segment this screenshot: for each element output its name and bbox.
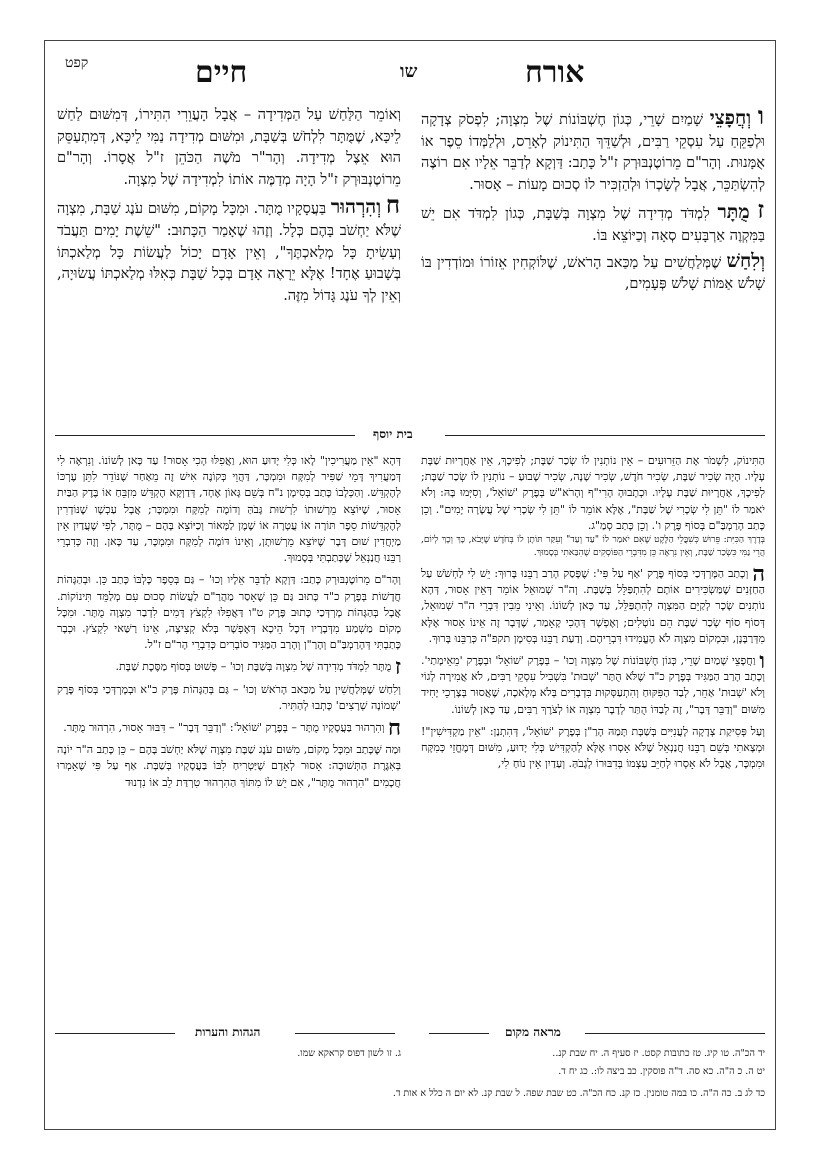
- commentary-paragraph: [57, 572, 401, 653]
- commentary-text: הַתִּינוֹק, לִשְׁמֹר אֶת הַזֵּרוּעִים – אֵין נוֹתְנִין לוֹ שְׂכַר שַׁבָּת; לְפִיכָךְ, אֵין אַחֲרָיוּת שַׁבָּת עָלָיו. הָיָה שְׂכִיר שַׁבָּת, שְׂכִיר חֹדֶשׁ, שְׂכִיר שָׁנָה, שְׂכִיר שָׁבוּעַ – נוֹתְנִין לוֹ שְׂכַר שַׁבָּת; לְפִיכָךְ, אַחֲרָיוּת שַׁבָּת עָלָיו. וּכְתָבוּהָ הָרִי"ף וְהָרֹא"שׁ בְּפֶרֶק 'שׁוֹאֵל', וְסִיְּמוּ בָּהּ: וְלֹא יֹאמַר לוֹ "תֵּן לִי שְׂכָרִי שֶׁל שַׁבָּת", אֶלָּא אוֹמֵר לוֹ "תֵּן לִי שְׂכָרִי שֶׁל עֲשָׂרָה יָמִים". וְכֵן כָּתַב הָרַמְבַּ"ם בְּסוֹף פֶּרֶק ו'. וְכֵן כָּתַב סְמַ"ג.: [421, 454, 765, 532]
- divider-line: [55, 1033, 175, 1034]
- commentary-text: וַחֲפָצֵי שָׁמַיִם שָׁרֵי, כְּגוֹן חֶשְׁבּוֹנוֹת שֶׁל מִצְוָה וְכוּ' – בְּפֶרֶק 'שׁוֹאֵל' וּבְפֶרֶק 'מֵאֵימָתַי'. וְכָתַב הָרַב הַמַּגִּיד בְּפֶרֶק כ"ד שֶׁלֹּא הֻתַּר 'שְׁבוּת' בִּשְׁבִיל עִסְקֵי רַבִּים, לֹא אֲמִירָה לְגוֹי וְלֹא 'שְׁבוּת' אַחֵר, לְבַד הַפִּקּוּחַ וְהִתְעַסְּקוּת בִּדְבָרִים בְּלֹא מְלָאכָה, שֶׁאֲסוּר בְּצָרְכֵי יָחִיד מִשּׁוּם "וְדַבֵּר דָּבָר", זֶה לְבַדּוֹ הֻתַּר לְדָבָר מִצְוָה אוֹ לְצֹרֶךְ רַבִּים, עַד כָּאן לְשׁוֹנוֹ.: [421, 654, 765, 716]
- divider-line: [295, 1033, 395, 1034]
- lead-word: וְלִחַשׁ: [726, 249, 765, 272]
- glosses-title: הגהות והערות: [195, 1025, 261, 1039]
- commentary-paragraph: [57, 715, 401, 742]
- sources-title: מראה מקום: [505, 1025, 561, 1039]
- commentary-paragraph: [57, 654, 401, 681]
- commentary-text: וְהָר"ם מֵרוֹטֶנְבּוּרְק כָּתַב: דַּוְקָא לְדַבֵּר אֵלָיו וְכוּ' – גַּם בְּסֵפֶר כָּלְבּוֹ כָּתַב כֵּן. וּבְהַגָּהוֹת חֲדָשׁוֹת בְּפֶרֶק כ"ד כָּתוּב גַּם כֵּן שֶׁאָסַר מַהֲרַ"ם לַעֲשׂוֹת סְכוּם עִם מְלַמֵּד תִּינוֹקוֹת. אֲבָל בְּהַגָּהוֹת מָרְדְּכַי כָּתוּב פֶּרֶק ט"ו דַּאֲפִלּוּ לִקְצֹץ דָּמִים לִדְבַר מִצְוָה מֻתָּר. וּמִכָּל מָקוֹם מַשְׁמַע מִדְּבָרָיו דְּכָל הֵיכָא דְּאֶפְשָׁר בְּלֹא קְצִיצָה, אֵינוֹ רַשַּׁאי לִקְצֹץ. וּכְבָר כָּתַבְתִּי דְּהָרַמְבַּ"ם וְהָרַ"ן וְהָרַב הַמַּגִּיד סוֹבְרִים כְּדִבְרֵי הָר"ם ז"ל.: [57, 573, 401, 652]
- main-paragraph: [421, 251, 765, 296]
- sources-line: יט ה. כ ה"ה. כא סה. ד"ה פוסקין. כב ביצה לו:. כג יח ד.: [558, 1066, 765, 1077]
- main-paragraph: [57, 105, 401, 191]
- page-number: קפט: [65, 55, 89, 71]
- commentary-text: דְּהָא "אֵין מַעֲרִיכִין" לָאו כְּלִי יָדוּעַ הוּא, וַאֲפִלּוּ הָכִי אָסוּר! עַד כָּאן לְשׁוֹנוֹ. וְנִרְאֶה לִי דְּמַעֲרִיךְ דָּמֵי שַׁפִּיר לְמִקָּח וּמִמְכָּר, דַּהֲוֵי כְּקוֹנֶה אִישׁ זֶה מֵאַחַר שֶׁנּוֹדֵר לִתֵּן עֶרְכּוֹ לְהֶקְדֵּשׁ. וְהַכְּלָבוֹ כָּתַב בְּסִימָן נ"ח בְּשֵׁם גָּאוֹן אֶחָד, דְּדַוְקָא הֶקְדֵּשׁ מִזְבֵּחַ אוֹ בֶּדֶק הַבַּיִת אָסוּר, שֶׁיּוֹצֵא מֵרְשׁוּתוֹ לִרְשׁוּת גָּבֹהַּ וְדוֹמֶה לְמִקָּח וּמִמְכָּר; אֲבָל עַכְשָׁו שֶׁנּוֹדְרִין לְהֶקְדֵּשׁוֹת סֵפֶר תּוֹרָה אוֹ עֲטָרָה אוֹ שֶׁמֶן לַמָּאוֹר וְכַיּוֹצֵא בָּהֶם – מֻתָּר, לְפִי שֶׁעֲדַיִן אֵין מַיְחֲדִין שׁוּם דָּבָר שֶׁיּוֹצֵא מֵרְשׁוּתָן, וְאֵינוֹ דּוֹמֶה לְמִקָּח וּמִמְכָּר, עַד כָּאן. וְזֶה כְּדִבְרֵי רַבֵּנוּ חֲנַנְאֵל שֶׁכָּתַבְתִּי בְּסָמוּךְ.: [57, 454, 401, 565]
- main-paragraph: [421, 101, 766, 196]
- header-center-label: שו: [400, 61, 418, 82]
- commentary-paragraph: [421, 724, 765, 773]
- notes-divider: [55, 1025, 765, 1041]
- divider-line: [445, 435, 765, 436]
- main-right-column: [421, 101, 766, 299]
- commentary-letter: ח: [387, 715, 401, 742]
- seif-marker: ז: [757, 195, 766, 225]
- commentary-letter: ז: [394, 654, 401, 681]
- commentary-paragraph: [421, 648, 766, 718]
- lead-word: וְהִרְהוּר: [330, 196, 382, 219]
- paragraph-text: שָׁמַיִם שָׁרֵי, כְּגוֹן חֶשְׁבּוֹנוֹת שֶׁל מִצְוָה; לִפְסֹק צְדָקָה וּלְפַקֵּחַ עַל עִסְקֵי רַבִּים, וּלְשַׁדֵּךְ הַתִּינוֹק לְאָרֵס, וּלְלַמְּדוֹ סֵפֶר אוֹ אֻמָּנוּת. וְהָר"ם מֵרוֹטֶנְבּוּרְק ז"ל כָּתַב: דַּוְקָא לְדַבֵּר אֵלָיו אִם רוֹצֶה לְהִשְׂתַּכֵּר, אֲבָל לְשָׂכְרוֹ וּלְהַזְכִּיר לוֹ סְכוּם מָעוֹת – אָסוּר.: [421, 112, 765, 193]
- commentary-note: בְּדֶרֶךְ הַכִּיִּת: פֵּרוּשׁ כְּשִׁבֳּלֵי הַלֶּקֶט שֶׁאִם יֹאמַר לוֹ "עַד וְעַד" וְעִקַּר תּוֹתָן לוֹ בְּחֹדֶשׁ שֶׁיָּבֹא, כָּךְ וְכָךְ לְיוֹם, הֲרֵי נַמִּי כִּשְׂכַר שַׁבָּת, וְאֵין נִרְאֶה כֵּן מִדִּבְרֵי הַפּוֹסְקִים שֶׁהִבַּאתִי בְּסָמוּךְ.: [421, 535, 765, 559]
- sources-block: [421, 1045, 765, 1081]
- seif-marker: ח: [385, 190, 402, 220]
- divider-line: [55, 435, 355, 436]
- paragraph-text: בַּעֲסָקָיו מֻתָּר. וּמִכָּל מָקוֹם, מִשּׁוּם עֹנֶג שַׁבָּת, מִצְוָה שֶׁלֹּא יַחְשֹׁב בָּהֶם כְּלָל. וְזֶהוּ שֶׁאָמַר הַכָּתוּב: "שֵׁשֶׁת יָמִים תַּעֲבֹד וְעָשִׂיתָ כָּל מְלַאכְתֶּךָ", וְאֵין אָדָם יָכוֹל לַעֲשׂוֹת כָּל מְלַאכְתּוֹ בְּשָׁבוּעַ אֶחָד! אֶלָּא יֵרָאֶה אָדָם בְּכָל שַׁבָּת כְּאִלּוּ מְלַאכְתּוֹ עֲשׂוּיָה, וְאֵין לְךָ עֹנֶג גָּדוֹל מִזֶּה.: [57, 201, 401, 304]
- main-paragraph: [57, 190, 402, 307]
- commentary-text: וּמַה שֶּׁכָּתַב וּמִכָּל מָקוֹם, מִשּׁוּם עֹנֶג שַׁבָּת מִצְוָה שֶׁלֹּא יַחְשֹׁב בָּהֶם – כֵּן כָּתַב ה"ר יוֹנָה בְּאִגֶּרֶת הַתְּשׁוּבָה: אָסוּר לְאָדָם שֶׁיַּטְרִיחַ לִבּוֹ בַּעֲסָקָיו בְּשַׁבָּת. אַף עַל פִּי שֶׁאָמְרוּ חֲכָמִים "הִרְהוּר מֻתָּר", אִם יֵשׁ לוֹ מִתּוֹךְ הַהִרְהוּר טִרְדַּת לֵב אוֹ נִדְנוּד: [57, 743, 401, 789]
- glosses-block: [57, 1045, 401, 1063]
- sources-line: כד לג ב. כה ה"ה. כו במה טומנין. כז קנ. כח הכ"ה. כט שבת שפה. ל שבת קנ. לא יום ה כלל א אות ד.: [392, 1088, 765, 1099]
- commentary-paragraph: [421, 561, 765, 647]
- lead-word: וְחֲפָצֵי: [709, 107, 752, 129]
- sources-line: יד הכ"ה. טו קיג. טז כתובות קסט. יז סעיף ה. יח שבת קנ..: [552, 1048, 765, 1059]
- paragraph-text: שֶׁמְּלַחֲשִׁים עַל מַכַּאב הָרֹאשׁ, שֶׁלּוֹקְחִין אֵזוֹרוֹ וּמוֹדְדִין בּוֹ שָׁלֹשׁ אַמּוֹת שָׁלֹשׁ פְּעָמִים,: [421, 254, 765, 293]
- header-right-title: אורח: [525, 55, 585, 90]
- commentary-paragraph: [57, 453, 401, 566]
- commentary-left-column: [57, 453, 401, 797]
- commentary-letter: ה: [752, 561, 765, 588]
- commentary-text: וְכָתַב הַמָּרְדְּכַי בְּסוֹף פֶּרֶק 'אַף עַל פִּי': שֶׁפָּסַק הָרַב רַבֵּנוּ בָּרוּךְ: יֵשׁ לִי לַחְשֹׁשׁ עַל הַחַזָּנִים שֶׁמַּשְׂכִּירִים אוֹתָם לְהִתְפַּלֵּל בְּשַׁבָּת. וְה"ר שְׁמוּאֵל אוֹמֵר דְּאֵין אָסוּר, דְּהָא נוֹתְנִים שָׂכָר לְקַיֵּם הַמִּצְוָה לְהִתְפַּלֵּל, עַד כָּאן לְשׁוֹנוֹ. וְאֵינִי מֵבִין דִּבְרֵי ה"ר שְׁמוּאֵל, דְּסוֹף סוֹף שְׂכַר שַׁבָּת הֵם נוֹטְלִים; וְאֶפְשָׁר דְּהָכִי קָאָמַר, שֶׁדָּבָר זֶה אֵינוֹ אָסוּר אֶלָּא מִדְּרַבָּנָן, וּבִמְקוֹם מִצְוָה לֹא הֶעֱמִידוּ דִּבְרֵיהֶם. וְדַעַת רַבֵּנוּ בְּסִימָן תקפ"ה כְּרַבֵּנוּ בָּרוּךְ.: [421, 567, 765, 645]
- commentary-text: וְלִחַשׁ שֶׁמְּלַחֲשִׁין עַל מַכַּאב הָרֹאשׁ וְכוּ' – גַּם בְּהַגָּהוֹת פֶּרֶק כ"א וּבְמָרְדְּכַי בְּסוֹף פֶּרֶק 'שְׁמוֹנָה שְׁרָצִים' כָּתְבוּ לְהַתִּיר.: [57, 682, 401, 712]
- divider-line: [429, 1033, 489, 1034]
- commentary-divider: [55, 427, 765, 443]
- header-left-title: חיים: [195, 55, 248, 90]
- glosses-line: ג. זו לשון דפוס קראקא שמו.: [297, 1048, 401, 1059]
- commentary-text: וְהִרְהוּר בַּעֲסָקָיו מֻתָּר – בְּפֶרֶק 'שׁוֹאֵל': "וְדַבֵּר דָּבָר" – דִּבּוּר אָסוּר, הִרְהוּר מֻתָּר.: [63, 721, 385, 735]
- divider-line: [585, 1033, 765, 1034]
- paragraph-text: לִמְדֹּד מְדִידָה שֶׁל מִצְוָה בְּשַׁבָּת, כְּגוֹן לִמְדֹּד אִם יֵשׁ בַּמִּקְוֶה אַרְבָּעִים סְאָה וְכַיּוֹצֵא בּוֹ.: [421, 206, 765, 244]
- paragraph-text: וְאוֹמֵר הַלַּחַשׁ עַל הַמְּדִידָה – אֲבָל הָעֲוֵרִי הִתִּירוֹ, דְּמִשּׁוּם לַחַשׁ לֵיכָּא, שֶׁמֻּתָּר לִלְחֹשׁ בְּשַׁבָּת, וּמִשּׁוּם מְדִידָה נַמִּי לֵיכָּא, דְּמִתְעַסֵּק הוּא אֵצֶל מְדִידָה. וְהָר"ר מֹשֶׁה הַכֹּהֵן ז"ל אֲסָרוֹ. וְהָר"ם מֵרוֹטֶנְבּוּרְק ז"ל הָיָה מְדַמֶּה אוֹתוֹ לִמְדִידָה שֶׁל מִצְוָה.: [57, 107, 401, 188]
- seif-marker: ו: [757, 101, 766, 130]
- commentary-title: בית יוסף: [373, 427, 413, 441]
- main-paragraph: [421, 195, 766, 247]
- commentary-text: מֻתָּר לִמְדֹּד מְדִידָה שֶׁל מִצְוָה בְּשַׁבָּת וְכוּ' – פָּשׁוּט בְּסוֹף מַסֶּכֶת שַׁבָּת.: [115, 660, 392, 674]
- sources-block-wide: [65, 1085, 765, 1103]
- commentary-right-column: [421, 453, 765, 778]
- commentary-text: וְעַל פְּסִיקַת צְדָקָה לָעֲנִיִּים בְּשַׁבָּת תָּמַהּ הָרַ"ן בְּפֶרֶק 'שׁוֹאֵל', דְּהִתְנַן: "אֵין מַקְדִּישִׁין"! וּמְצָאתִי בְּשֵׁם רַבֵּנוּ חֲנַנְאֵל שֶׁלֹּא אָסְרוּ אֶלָּא לְהַקְדִּישׁ כְּלִי יָדוּעַ, מִשּׁוּם דְּמֶחֱזֵי כְּמִקָּח וּמִמְכָּר, אֲבָל לֹא אָסְרוּ לְחַיֵּב עַצְמוֹ בְּדִבּוּרוֹ לְגָבֹהַּ. וְעַדַיִן אֵין נוֹחַ לִי,: [421, 724, 765, 771]
- commentary-paragraph: [57, 742, 401, 791]
- commentary-paragraph: [421, 453, 765, 560]
- page-frame: [44, 40, 776, 1130]
- commentary-letter: ו: [759, 648, 766, 675]
- lead-word: מֻתָּר: [717, 201, 750, 224]
- commentary-paragraph: [57, 682, 401, 714]
- main-left-column: [57, 105, 401, 310]
